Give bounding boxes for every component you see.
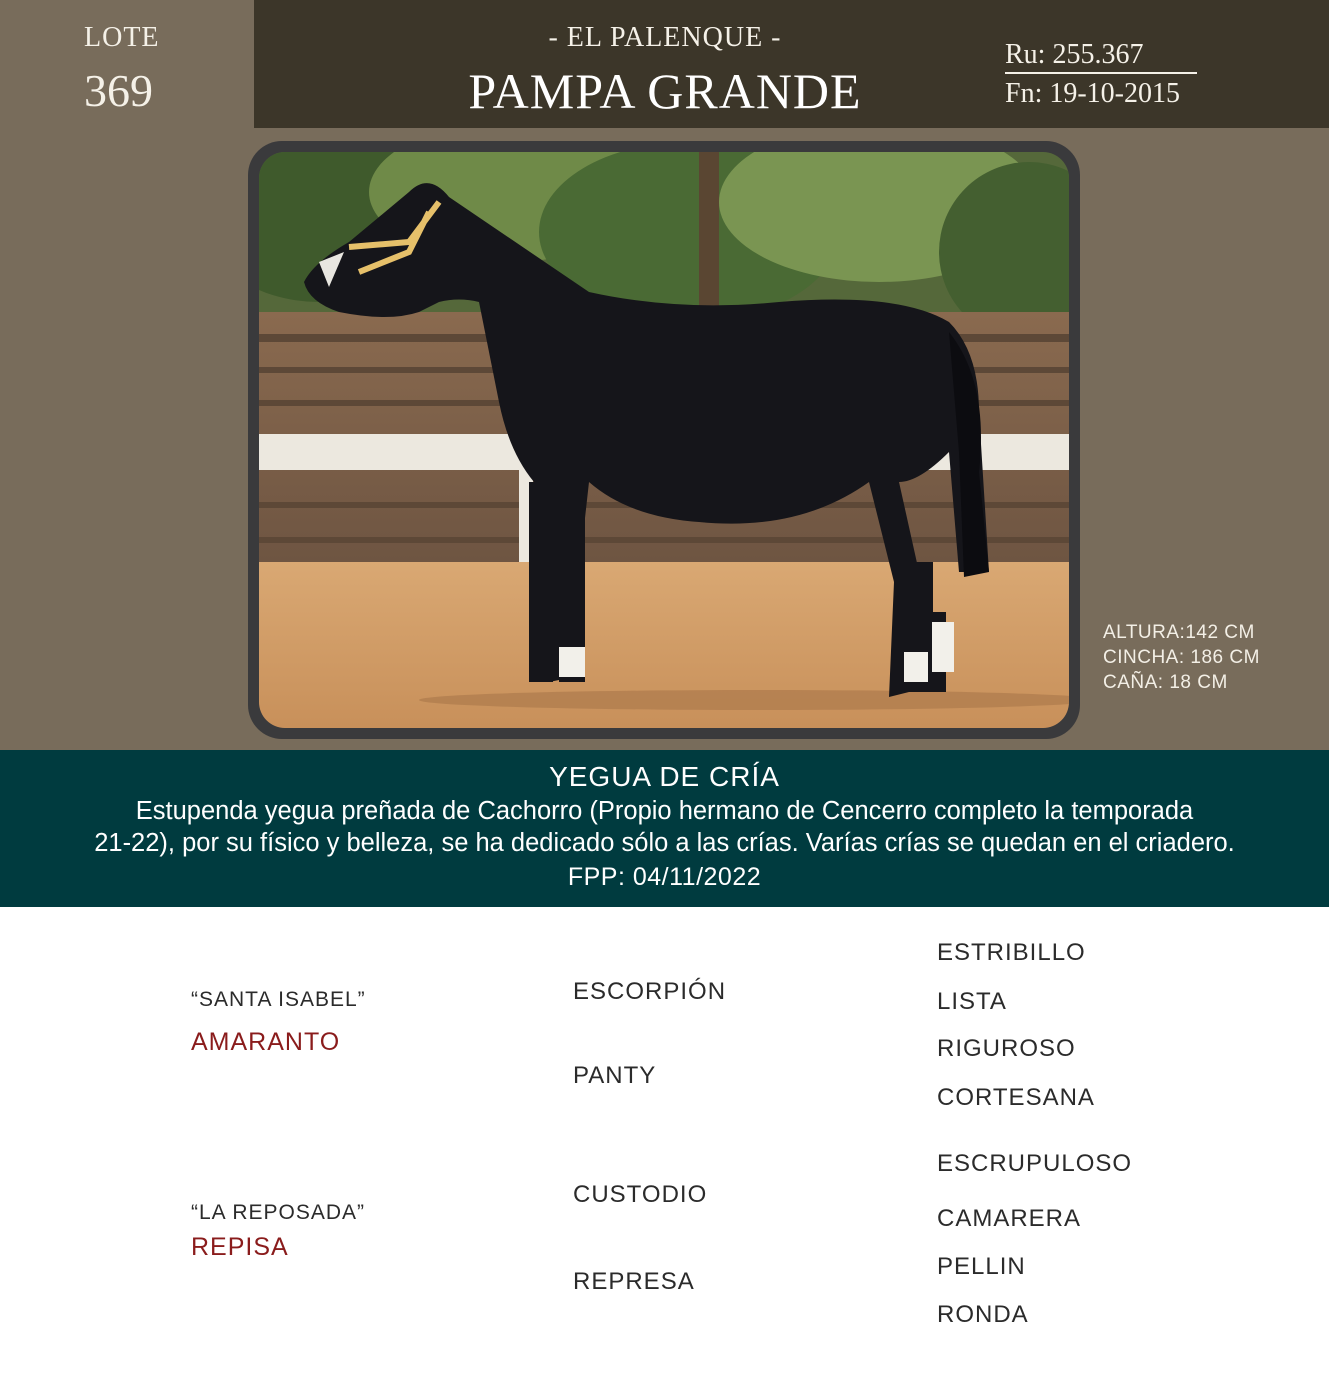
registration-number: Ru: 255.367 — [1005, 38, 1197, 74]
birth-date: Fn: 19-10-2015 — [1005, 78, 1180, 109]
expected-foaling-date: FPP: 04/11/2022 — [567, 863, 762, 891]
great-grandparent-4: CORTESANA — [937, 1084, 1095, 1111]
grandparent-2: PANTY — [573, 1062, 657, 1089]
great-grandparent-6: CAMARERA — [937, 1205, 1082, 1232]
dam-name: REPISA — [191, 1233, 289, 1261]
summary-band — [0, 750, 1329, 907]
great-grandparent-3: RIGUROSO — [937, 1035, 1076, 1062]
grandparent-4: REPRESA — [573, 1268, 695, 1295]
height-measure: ALTURA:142 CM — [1103, 622, 1255, 643]
grandparent-3: CUSTODIO — [573, 1181, 708, 1208]
description — [0, 795, 1329, 859]
horse-name: PAMPA GRANDE — [468, 63, 862, 119]
breeder-name: - EL PALENQUE - — [548, 22, 782, 53]
great-grandparent-8: RONDA — [937, 1301, 1029, 1328]
lote-label: LOTE — [84, 22, 160, 53]
horse-photo — [259, 152, 1069, 728]
great-grandparent-2: LISTA — [937, 988, 1007, 1015]
description-line-1: Estupenda yegua preñada de Cachorro (Propio hermano de Cencerro completo la temporada — [135, 797, 1194, 825]
sire-name: AMARANTO — [191, 1028, 341, 1056]
grandparent-1: ESCORPIÓN — [573, 978, 727, 1005]
category-title: YEGUA DE CRÍA — [549, 761, 780, 792]
dam-breeder: “LA REPOSADA” — [191, 1201, 366, 1224]
girth-measure: CINCHA: 186 CM — [1103, 647, 1260, 668]
cannon-measure: CAÑA: 18 CM — [1103, 672, 1228, 693]
measurements — [1103, 620, 1260, 695]
great-grandparent-7: PELLIN — [937, 1253, 1026, 1280]
description-line-2: 21-22), por su físico y belleza, se ha dedicado sólo a las crías. Varías crías se quedan en el criadero. — [94, 829, 1235, 857]
sire-breeder: “SANTA ISABEL” — [191, 988, 366, 1011]
great-grandparent-1: ESTRIBILLO — [937, 939, 1086, 966]
horse-photo-frame — [248, 141, 1080, 739]
great-grandparent-5: ESCRUPULOSO — [937, 1150, 1133, 1177]
lote-number: 369 — [84, 65, 153, 116]
